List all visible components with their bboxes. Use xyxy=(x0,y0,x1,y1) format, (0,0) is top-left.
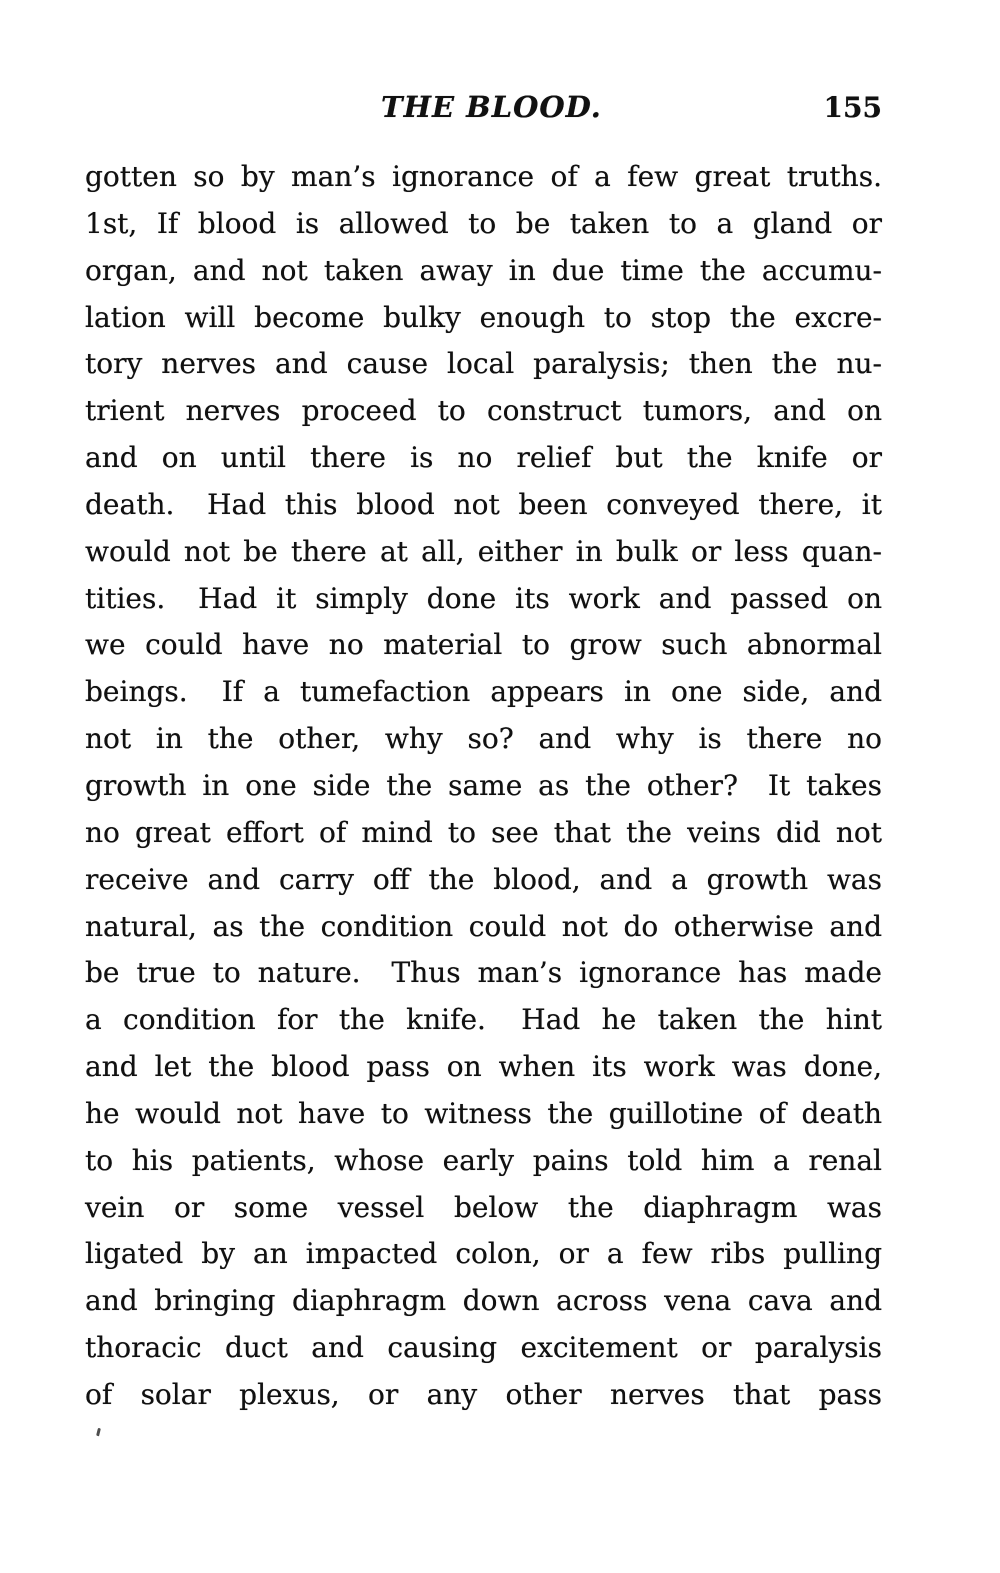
text-line: beings. If a tumefaction appears in one side, and xyxy=(85,675,882,709)
text-line: not in the other, why so? and why is there no xyxy=(85,722,882,756)
text-line: and on until there is no relief but the knife or xyxy=(85,441,882,475)
text-line: thoracic duct and causing excitement or paralysis xyxy=(85,1331,882,1365)
text-line: gotten so by man’s ignorance of a few great truths. xyxy=(85,160,882,193)
running-header xyxy=(85,90,882,124)
text-line: 1st, If blood is allowed to be taken to a gland or xyxy=(85,206,882,240)
text-line: a condition for the knife. Had he taken the hint xyxy=(85,1003,882,1037)
text-line: and bringing diaphragm down across vena cava and xyxy=(85,1284,882,1318)
text-line: be true to nature. Thus man’s ignorance has made xyxy=(85,956,882,990)
text-line: we could have no material to grow such abnormal xyxy=(85,628,882,662)
text-line: natural, as the condition could not do otherwise and xyxy=(85,909,882,943)
text-line: growth in one side the same as the other? It takes xyxy=(85,768,882,802)
text-line: lation will become bulky enough to stop the excre- xyxy=(85,300,882,334)
text-line: death. Had this blood not been conveyed there, it xyxy=(85,487,882,521)
text-line: to his patients, whose early pains told him a renal xyxy=(85,1143,882,1177)
text-line: trient nerves proceed to construct tumors, and on xyxy=(85,394,882,428)
text-line: tities. Had it simply done its work and passed on xyxy=(85,581,882,615)
text-line: he would not have to witness the guillotine of death xyxy=(85,1096,882,1130)
text-line: vein or some vessel below the diaphragm was xyxy=(85,1190,882,1224)
text-line: tory nerves and cause local paralysis; then the nu- xyxy=(85,347,882,381)
page-title: THE BLOOD. xyxy=(381,90,602,124)
body-text xyxy=(85,154,882,1419)
text-line: receive and carry off the blood, and a growth was xyxy=(85,862,882,896)
text-line: ligated by an impacted colon, or a few ribs pulling xyxy=(85,1237,882,1271)
text-line: no great effort of mind to see that the veins did not xyxy=(85,815,882,849)
text-line: would not be there at all, either in bulk or less quan- xyxy=(85,534,882,568)
text-line: and let the blood pass on when its work was done, xyxy=(85,1050,882,1084)
page-number: 155 xyxy=(823,91,882,124)
text-line: organ, and not taken away in due time the accumu- xyxy=(85,253,882,287)
text-line: of solar plexus, or any other nerves that pass xyxy=(85,1377,882,1411)
